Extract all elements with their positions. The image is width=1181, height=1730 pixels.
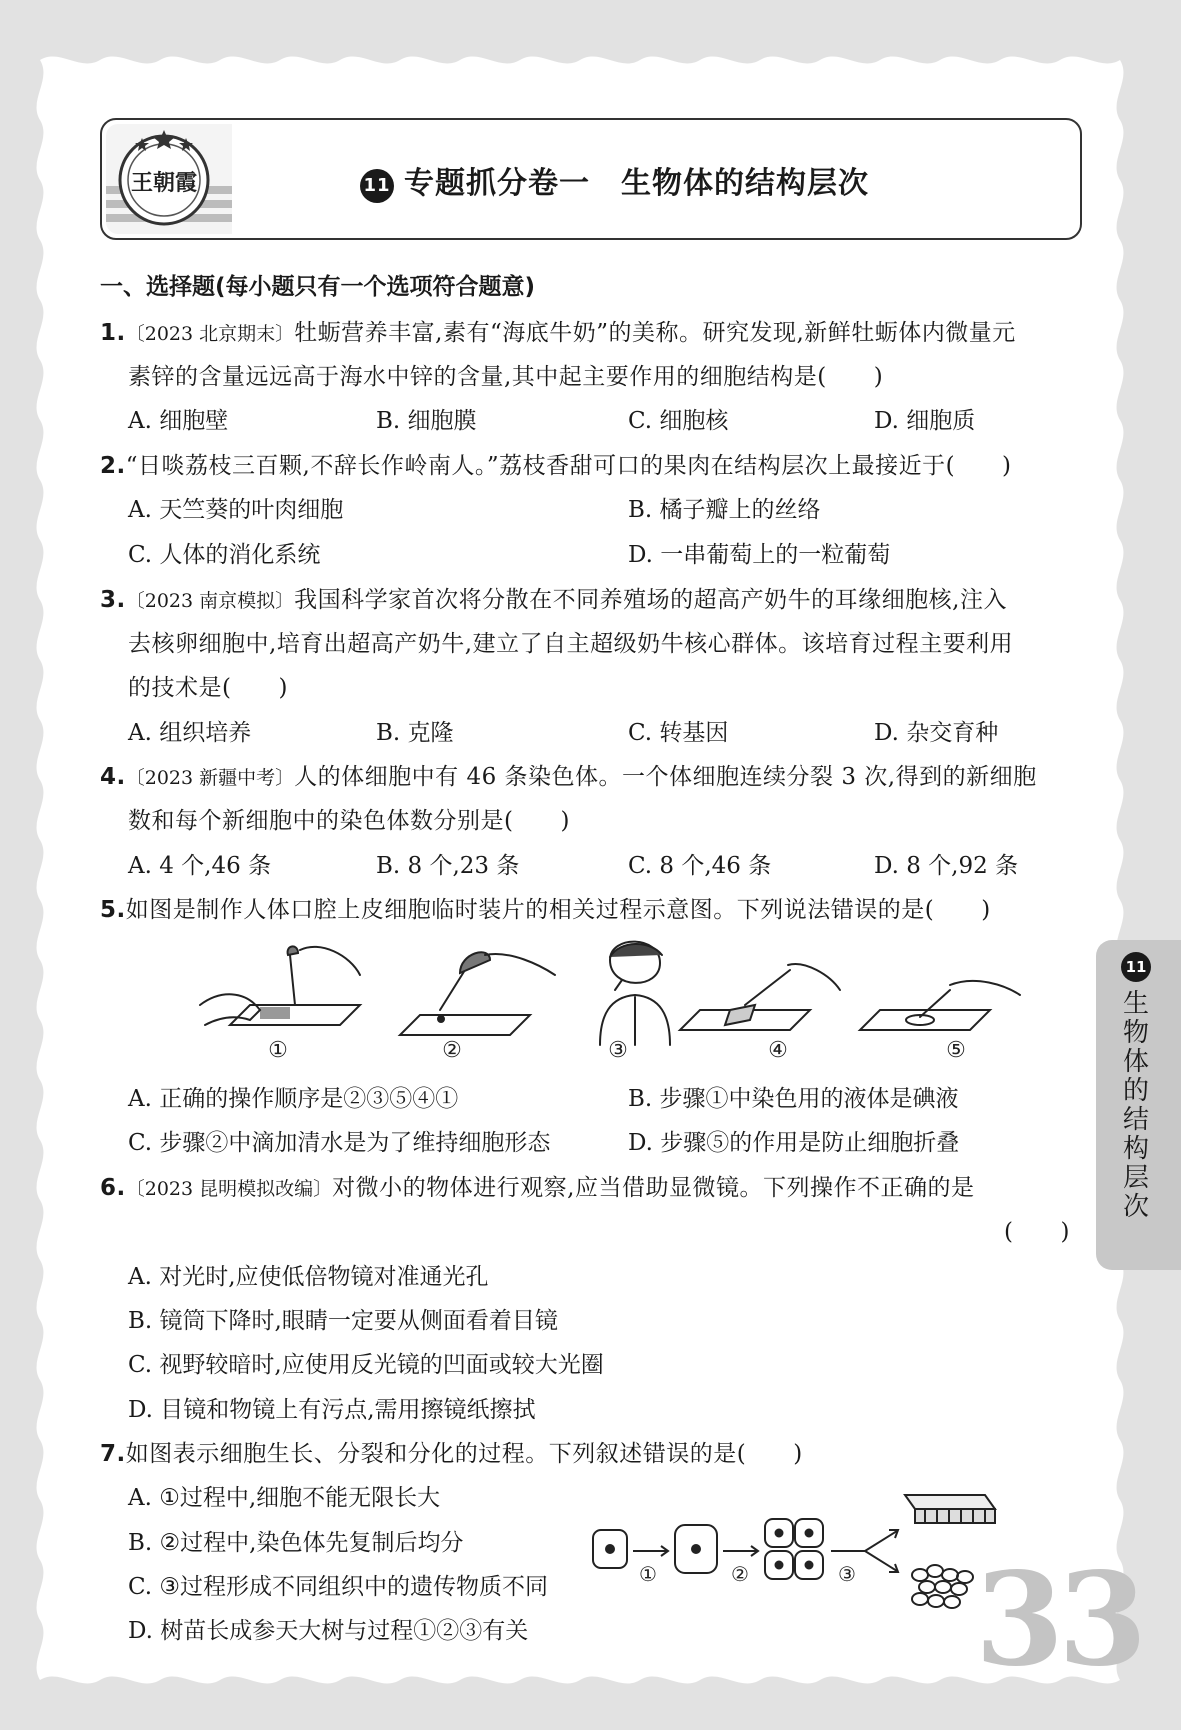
question-number: 5. xyxy=(100,897,126,923)
section-title: 一、选择题(每小题只有一个选项符合题意) xyxy=(100,274,536,300)
question-1-option-d: D. 细胞质 xyxy=(874,408,976,434)
question-4-line-2: 数和每个新细胞中的染色体数分别是( ) xyxy=(128,808,570,834)
question-6-line-1: 6.〔2023 昆明模拟改编〕对微小的物体进行观察,应当借助显微镜。下列操作不正确的是 xyxy=(100,1175,975,1201)
question-1-option-c: C. 细胞核 xyxy=(628,408,729,434)
question-3-line-3: 的技术是( ) xyxy=(128,675,288,701)
question-5-option-a: A. 正确的操作顺序是②③⑤④① xyxy=(128,1086,459,1112)
question-1-option-b: B. 细胞膜 xyxy=(376,408,477,434)
question-5-option-b: B. 步骤①中染色用的液体是碘液 xyxy=(628,1086,959,1112)
divided-cells xyxy=(765,1519,823,1579)
slide-preparation-figure xyxy=(190,935,1030,1065)
logo xyxy=(106,124,232,234)
title-text: 专题抓分卷一 生物体的结构层次 xyxy=(404,166,869,201)
question-4-option-d: D. 8 个,92 条 xyxy=(874,853,1019,879)
side-tab-number-badge: 11 xyxy=(1121,952,1151,982)
question-1-line-2: 素锌的含量远远高于海水中锌的含量,其中起主要作用的细胞结构是( ) xyxy=(128,364,884,390)
question-6-option-a: A. 对光时,应使低倍物镜对准通光孔 xyxy=(128,1264,489,1290)
question-2-option-c: C. 人体的消化系统 xyxy=(128,542,321,568)
question-7-line-1: 7.如图表示细胞生长、分裂和分化的过程。下列叙述错误的是( ) xyxy=(100,1441,803,1467)
question-3-option-c: C. 转基因 xyxy=(628,720,729,746)
step-2-drawing xyxy=(400,952,555,1035)
figure-5-label-3: ③ xyxy=(608,1038,628,1063)
question-2-option-d: D. 一串葡萄上的一粒葡萄 xyxy=(628,542,891,568)
question-5-line-1: 5.如图是制作人体口腔上皮细胞临时装片的相关过程示意图。下列说法错误的是( ) xyxy=(100,897,991,923)
figure-5-label-5: ⑤ xyxy=(946,1038,966,1063)
step-4-drawing xyxy=(680,964,840,1030)
question-2-line-1: 2.“日啖荔枝三百颗,不辞长作岭南人。”荔枝香甜可口的果肉在结构层次上最接近于( ) xyxy=(100,453,1012,479)
header-banner xyxy=(100,118,1082,240)
step-5-drawing xyxy=(860,981,1020,1030)
question-source-tag: 〔2023 北京期末〕 xyxy=(125,323,295,345)
question-6-line-2: ( ) xyxy=(1004,1219,1070,1245)
tissue-top xyxy=(905,1495,995,1523)
question-4-option-a: A. 4 个,46 条 xyxy=(128,853,272,879)
question-1-option-a: A. 细胞壁 xyxy=(128,408,229,434)
side-tab-label: 生物体的结构层次 xyxy=(1122,989,1149,1222)
question-4-line-1: 4.〔2023 新疆中考〕人的体细胞中有 46 条染色体。一个体细胞连续分裂 3 次,得到的新细胞 xyxy=(100,764,1037,790)
question-3-option-b: B. 克隆 xyxy=(376,720,454,746)
question-6-option-d: D. 目镜和物镜上有污点,需用擦镜纸擦拭 xyxy=(128,1397,536,1423)
question-7-option-d: D. 树苗长成参天大树与过程①②③有关 xyxy=(128,1618,529,1644)
question-1-line-1: 1.〔2023 北京期末〕牡蛎营养丰富,素有“海底牛奶”的美称。研究发现,新鲜牡蛎体内微量元 xyxy=(100,320,1016,346)
question-3-line-1: 3.〔2023 南京模拟〕我国科学家首次将分散在不同养殖场的超高产奶牛的耳缘细胞核,注入 xyxy=(100,587,1007,613)
question-3-option-d: D. 杂交育种 xyxy=(874,720,999,746)
question-source-tag: 〔2023 新疆中考〕 xyxy=(125,767,295,789)
question-4-option-c: C. 8 个,46 条 xyxy=(628,853,772,879)
question-number: 7. xyxy=(100,1441,126,1467)
figure-5-label-4: ④ xyxy=(768,1038,788,1063)
question-source-tag: 〔2023 南京模拟〕 xyxy=(125,590,295,612)
question-number: 3. xyxy=(100,587,126,613)
question-number: 1. xyxy=(100,320,126,346)
figure-5-label-2: ② xyxy=(442,1038,462,1063)
question-5-option-d: D. 步骤⑤的作用是防止细胞折叠 xyxy=(628,1130,960,1156)
question-number: 2. xyxy=(100,453,126,479)
question-2-option-b: B. 橘子瓣上的丝络 xyxy=(628,497,821,523)
logo-text: 王朝霞 xyxy=(130,170,198,196)
side-tab xyxy=(1096,940,1181,1270)
question-7-option-a: A. ①过程中,细胞不能无限长大 xyxy=(128,1485,441,1511)
step-3-drawing xyxy=(600,942,670,1045)
cell-process-figure xyxy=(585,1485,1025,1620)
figure-7-label-2: ② xyxy=(731,1562,749,1586)
question-number: 4. xyxy=(100,764,126,790)
title-number-badge: 11 xyxy=(360,169,394,203)
question-7-option-c: C. ③过程形成不同组织中的遗传物质不同 xyxy=(128,1574,549,1600)
question-6-option-b: B. 镜筒下降时,眼睛一定要从侧面看着目镜 xyxy=(128,1308,558,1334)
question-source-tag: 〔2023 昆明模拟改编〕 xyxy=(125,1178,333,1200)
question-4-option-b: B. 8 个,23 条 xyxy=(376,853,520,879)
question-3-line-2: 去核卵细胞中,培育出超高产奶牛,建立了自主超级奶牛核心群体。该培育过程主要利用 xyxy=(128,631,1014,657)
page-number: 33 xyxy=(975,1545,1142,1695)
question-3-option-a: A. 组织培养 xyxy=(128,720,252,746)
tissue-bottom xyxy=(912,1565,973,1608)
figure-7-label-3: ③ xyxy=(838,1562,856,1586)
question-5-option-c: C. 步骤②中滴加清水是为了维持细胞形态 xyxy=(128,1130,551,1156)
question-number: 6. xyxy=(100,1175,126,1201)
question-2-option-a: A. 天竺葵的叶肉细胞 xyxy=(128,497,344,523)
figure-7-label-1: ① xyxy=(639,1562,657,1586)
figure-5-label-1: ① xyxy=(268,1038,288,1063)
page-title xyxy=(360,158,869,203)
question-6-option-c: C. 视野较暗时,应使用反光镜的凹面或较大光圈 xyxy=(128,1352,604,1378)
question-7-option-b: B. ②过程中,染色体先复制后均分 xyxy=(128,1530,464,1556)
step-1-drawing xyxy=(200,946,360,1025)
